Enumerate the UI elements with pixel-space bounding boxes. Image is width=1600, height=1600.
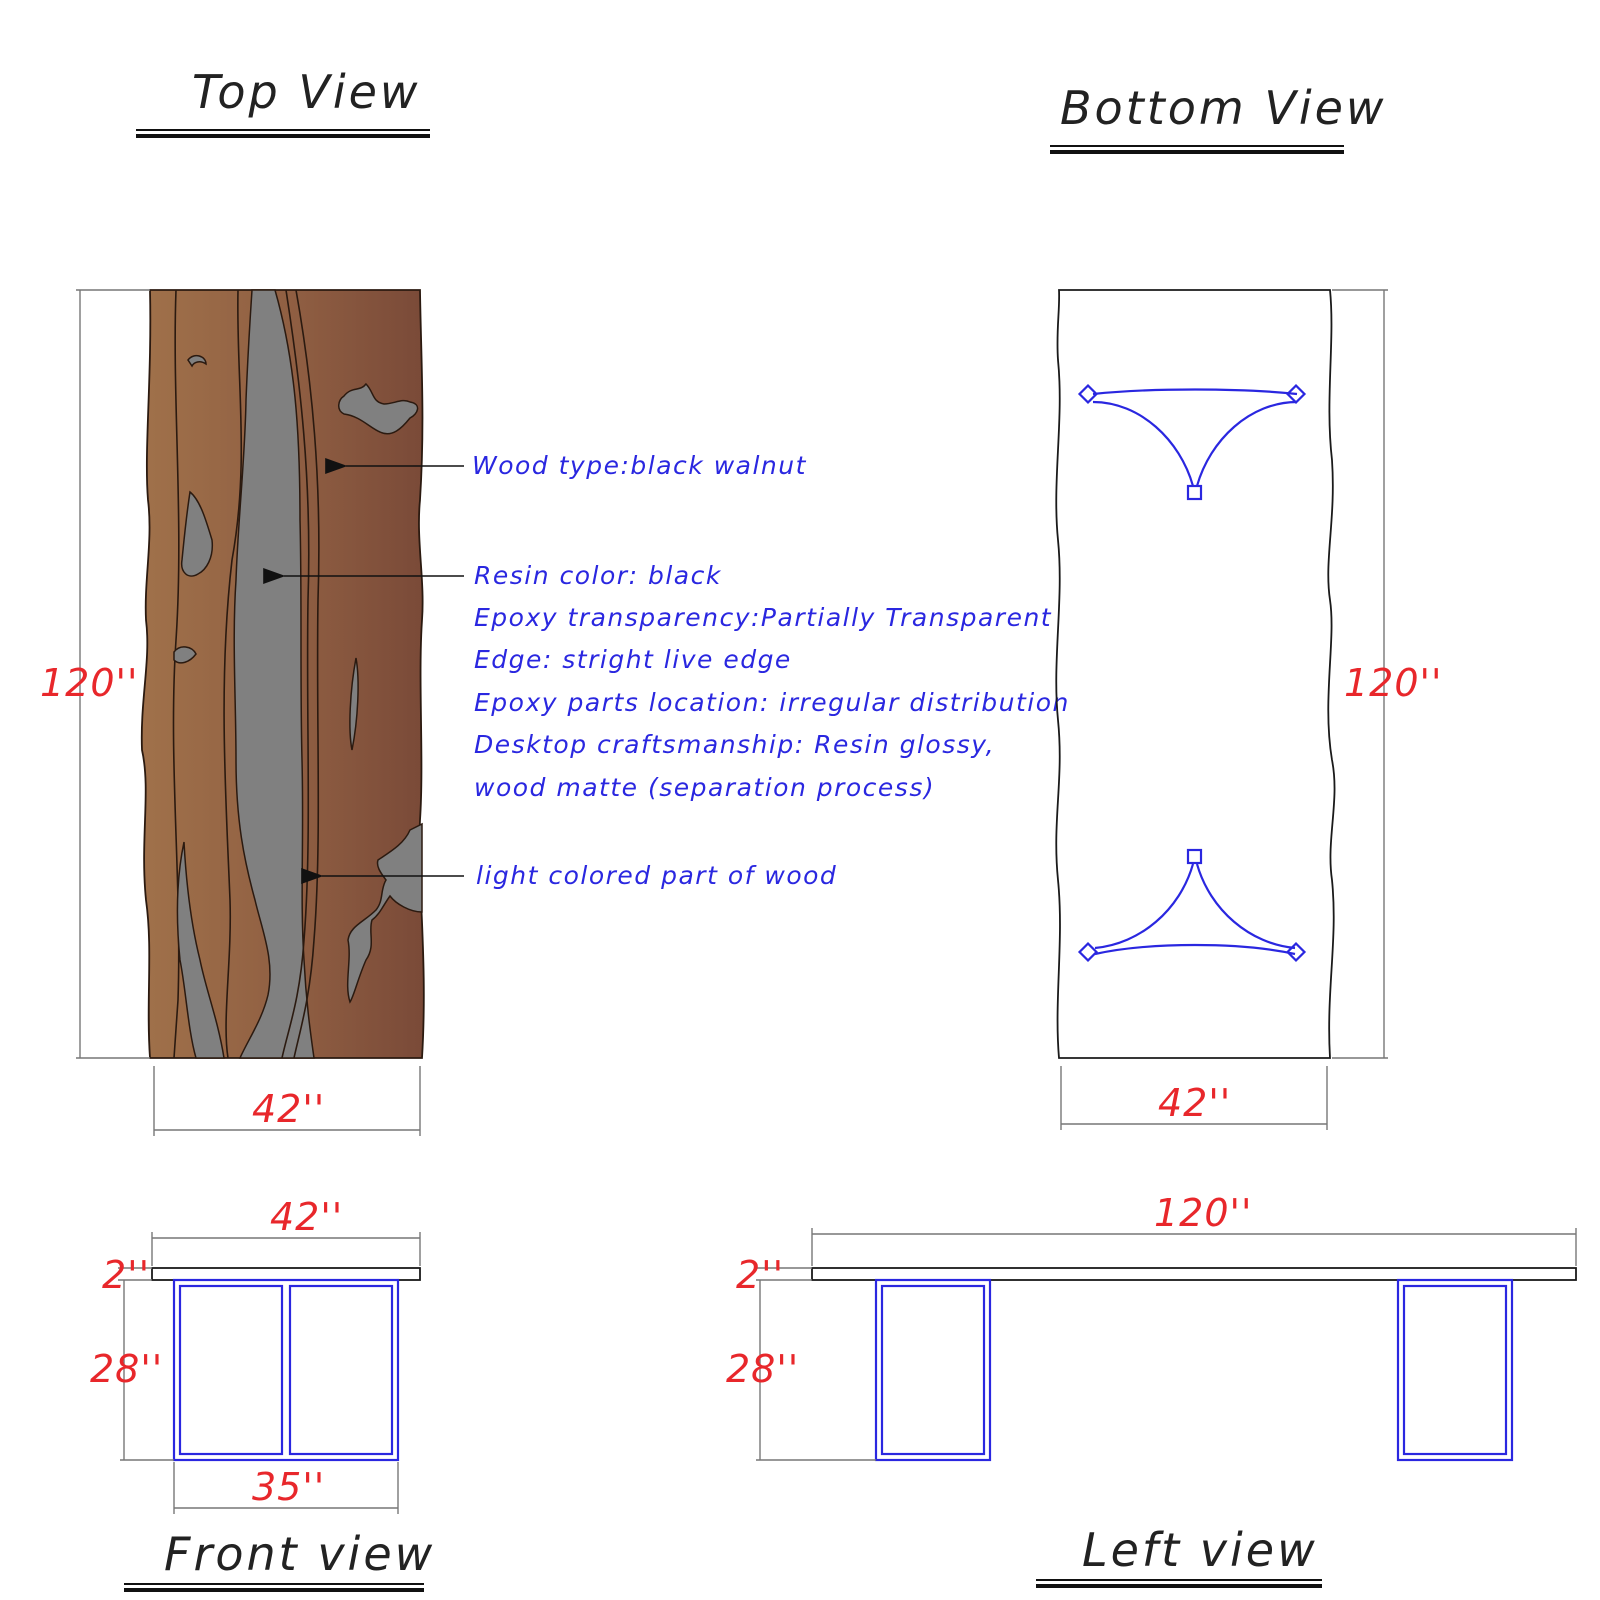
craftsmanship-note: Desktop craftsmanship: Resin glossy, [474,730,996,759]
front-view-title: Front view [164,1527,436,1581]
bracket-strap [1197,864,1295,948]
craftsmanship-note-continued: wood matte (separation process) [474,773,936,802]
left-leg-frame [876,1280,990,1460]
front-leg-frame [174,1280,398,1460]
left-leg-panel [882,1286,984,1454]
left-leg-frame [1398,1280,1512,1460]
bracket-strap [1197,402,1297,486]
top-width-label: 42'' [252,1087,326,1131]
bracket-strap [1093,390,1297,395]
top-length-label: 120'' [40,661,139,705]
front-tabletop [152,1268,420,1280]
top-view-title: Top View [192,65,421,119]
bracket-mount-point [1188,850,1201,863]
left-view-title: Left view [1082,1523,1318,1577]
left-tabletop [812,1268,1576,1280]
light-wood-note: light colored part of wood [476,861,838,890]
front-leg-panel [180,1286,282,1454]
bottom-view-title: Bottom View [1060,81,1387,135]
front-width-label: 42'' [270,1195,344,1239]
wood-type-note: Wood type:black walnut [472,451,807,480]
front-base-label: 35'' [252,1465,326,1509]
left-length-label: 120'' [1154,1191,1253,1235]
mounting-bracket [1080,386,1305,499]
edge-note: Edge: stright live edge [474,645,792,674]
front-view [90,1195,435,1590]
left-thickness-label: 2'' [736,1253,785,1297]
bracket-mount-point [1188,486,1201,499]
front-leg-panel [290,1286,392,1454]
bottom-length-label: 120'' [1344,661,1443,705]
resin-color-note: Resin color: black [474,561,722,590]
front-thickness-label: 2'' [102,1253,151,1297]
front-height-label: 28'' [90,1347,164,1391]
epoxy-location-note: Epoxy parts location: irregular distribution [474,688,1070,717]
top-view [40,65,430,1136]
bottom-view [1050,81,1442,1130]
left-height-label: 28'' [726,1347,800,1391]
bracket-strap [1095,864,1193,948]
left-view [726,1191,1576,1586]
bottom-width-label: 42'' [1158,1081,1232,1125]
bracket-strap [1095,945,1295,954]
left-leg-panel [1404,1286,1506,1454]
bracket-strap [1093,402,1193,486]
bottom-slab-outline [1056,290,1334,1058]
mounting-bracket [1080,850,1305,960]
bracket-mount-point [1080,944,1097,961]
transparency-note: Epoxy transparency:Partially Transparent [474,603,1053,632]
